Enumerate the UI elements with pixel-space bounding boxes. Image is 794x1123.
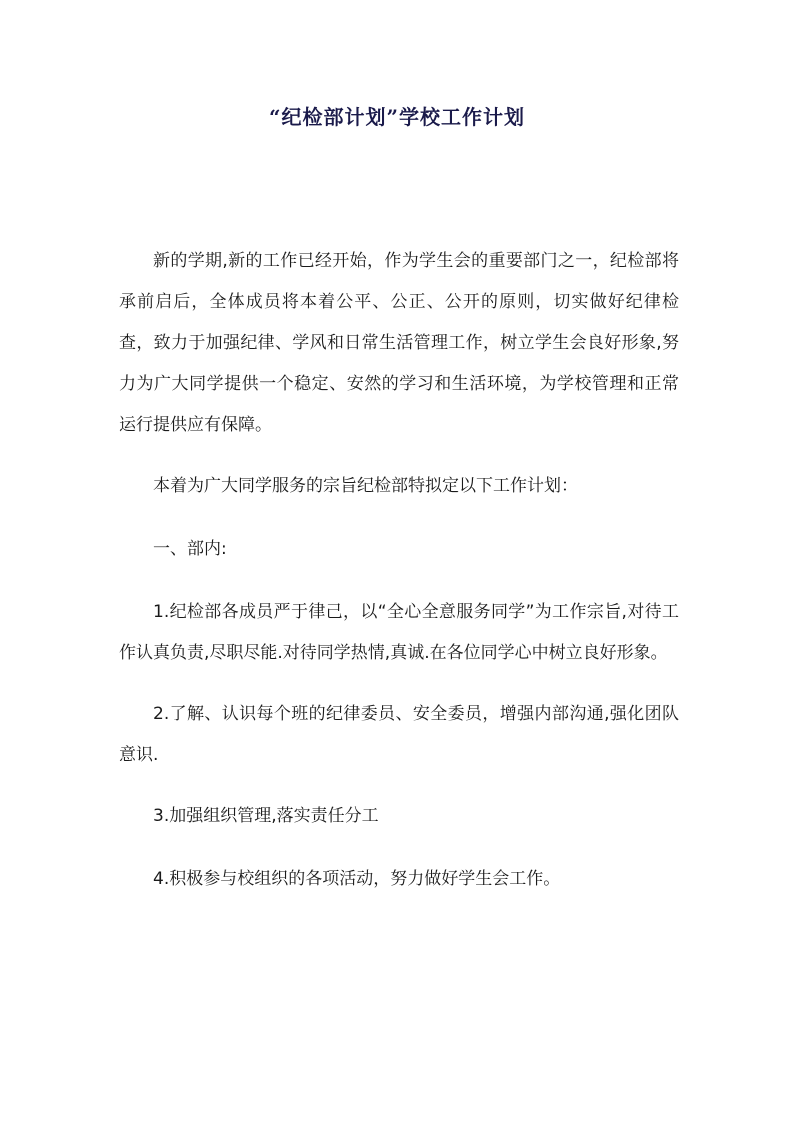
paragraph-item-4: 4.积极参与校组织的各项活动，努力做好学生会工作。	[153, 869, 561, 889]
paragraph-item-3: 3.加强组织管理,落实责任分工	[153, 806, 379, 826]
paragraph-intro: 新的学期,新的工作已经开始，作为学生会的重要部门之一，纪检部将承前启后，全体成员将本着公平、公正、公开的原则，切实做好纪律检查，致力于加强纪律、学风和日常生活管理工作，树立学生会良好形象,努力为广大同学提供一个稳定、安然的学习和生活环境，为学校管理和正常运行提供应有保障。	[119, 251, 679, 435]
document-title: “纪检部计划”学校工作计划	[268, 105, 525, 129]
paragraph-item-1: 1.纪检部各成员严于律己，以“全心全意服务同学”为工作宗旨,对待工作认真负责,尽职尽能.对待同学热情,真诚.在各位同学心中树立良好形象。	[119, 602, 679, 663]
section-heading-internal: 一、部内:	[153, 539, 227, 559]
paragraph-purpose: 本着为广大同学服务的宗旨纪检部特拟定以下工作计划：	[153, 476, 578, 496]
paragraph-item-2: 2.了解、认识每个班的纪律委员、安全委员，增强内部沟通,强化团队意识.	[119, 704, 679, 765]
document-body	[119, 241, 679, 900]
